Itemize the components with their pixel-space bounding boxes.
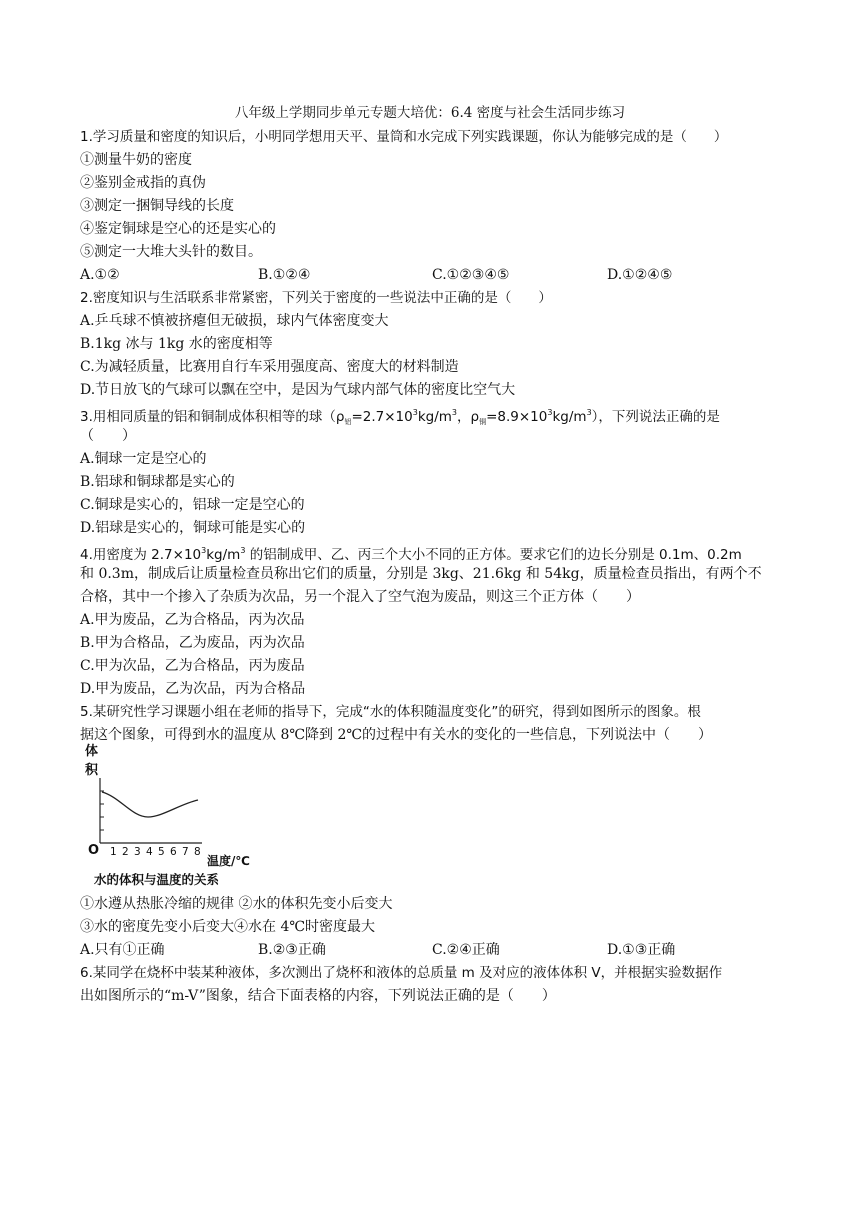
q3-stem-part: ），下列说法正确的是 [591, 409, 720, 425]
graph-volume-curve [102, 792, 198, 817]
q6-stem-line-2: 出如图所示的“m-V”图象，结合下面表格的内容，下列说法正确的是（ ） [80, 988, 556, 1004]
q5-options [80, 939, 780, 961]
q2-option-d[interactable]: D.节日放飞的气球可以飘在空中，是因为气球内部气体的密度比空气大 [80, 382, 516, 398]
q1-item-2: ②鉴别金戒指的真伪 [80, 175, 206, 191]
water-volume-graph [80, 742, 280, 892]
graph-y-label-2: 积 [85, 763, 99, 778]
q4-stem-line-2: 和 0.3m，制成后让质量检查员称出它们的质量，分别是 3kg、21.6kg 和 54kg，质量检查员指出，有两个不 [80, 566, 762, 582]
q3-stem-part: ，ρ [457, 409, 480, 425]
worksheet-title: 八年级上学期同步单元专题大培优：6.4 密度与社会生活同步练习 [234, 105, 626, 121]
q1-options [80, 264, 780, 286]
q4-option-c[interactable]: C.甲为次品，乙为合格品，丙为废品 [80, 658, 305, 674]
q1-item-5: ⑤测定一大堆大头针的数目。 [80, 244, 262, 260]
graph-x-tick: 3 [134, 846, 141, 858]
q4-stem-line-3: 合格，其中一个掺入了杂质为次品，另一个混入了空气泡为废品，则这三个正方体（ ） [80, 589, 640, 605]
q3-stem-part: kg/m [552, 409, 587, 425]
q3-stem-part: =2.7×10 [351, 409, 413, 425]
graph-x-tick: 1 [110, 846, 117, 858]
q3-stem-part: kg/m [417, 409, 452, 425]
graph-x-tick: 5 [158, 846, 165, 858]
graph-x-tick: 6 [170, 846, 177, 858]
q4-stem-part: 4.用密度为 2.7×10 [80, 547, 202, 563]
graph-x-tick: 8 [194, 846, 201, 858]
q2-option-a[interactable]: A.乒乓球不慎被挤瘪但无破损，球内气体密度变大 [80, 313, 389, 329]
q1-stem: 1.学习质量和密度的知识后，小明同学想用天平、量筒和水完成下列实践课题，你认为能够完成的是（ ） [80, 129, 728, 145]
q3-stem-bracket: （ ） [80, 428, 136, 444]
q2-stem: 2.密度知识与生活联系非常紧密，下列关于密度的一些说法中正确的是（ ） [80, 290, 552, 306]
q4-option-a[interactable]: A.甲为废品，乙为合格品，丙为次品 [80, 612, 305, 628]
q5-option-c[interactable]: C.②④正确 [432, 942, 500, 958]
q3-option-a[interactable]: A.铜球一定是空心的 [80, 451, 207, 467]
q5-statements-line-2: ③水的密度先变小后变大④水在 4℃时密度最大 [80, 919, 376, 935]
q6-stem-line-1: 6.某同学在烧杯中装某种液体，多次测出了烧杯和液体的总质量 m 及对应的液体体积 V，并根据实验数据作 [80, 965, 723, 981]
q1-option-b[interactable]: B.①②④ [258, 267, 311, 283]
q5-option-a[interactable]: A.只有①正确 [80, 942, 165, 958]
q3-sup: 3 [451, 408, 458, 417]
q5-stem-line-1: 5.某研究性学习课题小组在老师的指导下，完成“水的体积随温度变化”的研究，得到如图所示的图象。根 [80, 704, 701, 720]
q3-stem [80, 402, 720, 433]
q1-option-d[interactable]: D.①②④⑤ [607, 267, 673, 283]
q4-stem-part: kg/m [206, 547, 241, 563]
q3-option-c[interactable]: C.铜球是实心的，铝球一定是空心的 [80, 497, 305, 513]
q4-option-d[interactable]: D.甲为废品，乙为次品，丙为合格品 [80, 681, 306, 697]
q2-option-c[interactable]: C.为减轻质量，比赛用自行车采用强度高、密度大的材料制造 [80, 359, 459, 375]
graph-x-tick: 2 [122, 846, 129, 858]
q1-item-1: ①测量牛奶的密度 [80, 152, 192, 168]
graph-x-label: 温度/℃ [207, 854, 250, 868]
q4-sup: 3 [201, 546, 207, 555]
q3-sup: 3 [586, 408, 592, 417]
graph-origin: O [88, 843, 100, 858]
q3-stem-part: 3.用相同质量的铝和铜制成体积相等的球（ρ [80, 409, 345, 425]
q3-sup: 3 [412, 408, 418, 417]
q4-sup: 3 [240, 546, 246, 555]
q3-stem-part: =8.9×10 [486, 409, 548, 425]
q5-statements-line-1: ①水遵从热胀冷缩的规律 ②水的体积先变小后变大 [80, 896, 393, 912]
q1-option-a[interactable]: A.①② [80, 267, 120, 283]
q3-sub-al: 铝 [344, 418, 352, 426]
q4-option-b[interactable]: B.甲为合格品，乙为废品，丙为次品 [80, 635, 305, 651]
q3-option-d[interactable]: D.铝球是实心的，铜球可能是实心的 [80, 520, 306, 536]
graph-x-tick: 7 [182, 846, 189, 858]
q1-item-4: ④鉴定铜球是空心的还是实心的 [80, 221, 276, 237]
graph-y-label-1: 体 [85, 744, 99, 759]
q3-option-b[interactable]: B.铝球和铜球都是实心的 [80, 474, 235, 490]
q1-item-3: ③测定一捆铜导线的长度 [80, 198, 234, 214]
graph-x-tick: 4 [146, 846, 153, 858]
q5-option-b[interactable]: B.②③正确 [258, 942, 326, 958]
q4-stem-part: 的铝制成甲、乙、丙三个大小不同的正方体。要求它们的边长分别是 0.1m、0.2m [245, 547, 742, 563]
q5-stem-line-2: 据这个图象，可得到水的温度从 8℃降到 2℃的过程中有关水的变化的一些信息，下列说法中（ ） [80, 727, 713, 743]
q3-sup: 3 [547, 408, 553, 417]
q2-option-b[interactable]: B.1kg 冰与 1kg 水的密度相等 [80, 336, 273, 352]
q1-option-c[interactable]: C.①②③④⑤ [432, 267, 510, 283]
q5-option-d[interactable]: D.①③正确 [607, 942, 676, 958]
q3-sub-cu: 铜 [479, 418, 487, 426]
graph-caption: 水的体积与温度的关系 [94, 872, 220, 887]
